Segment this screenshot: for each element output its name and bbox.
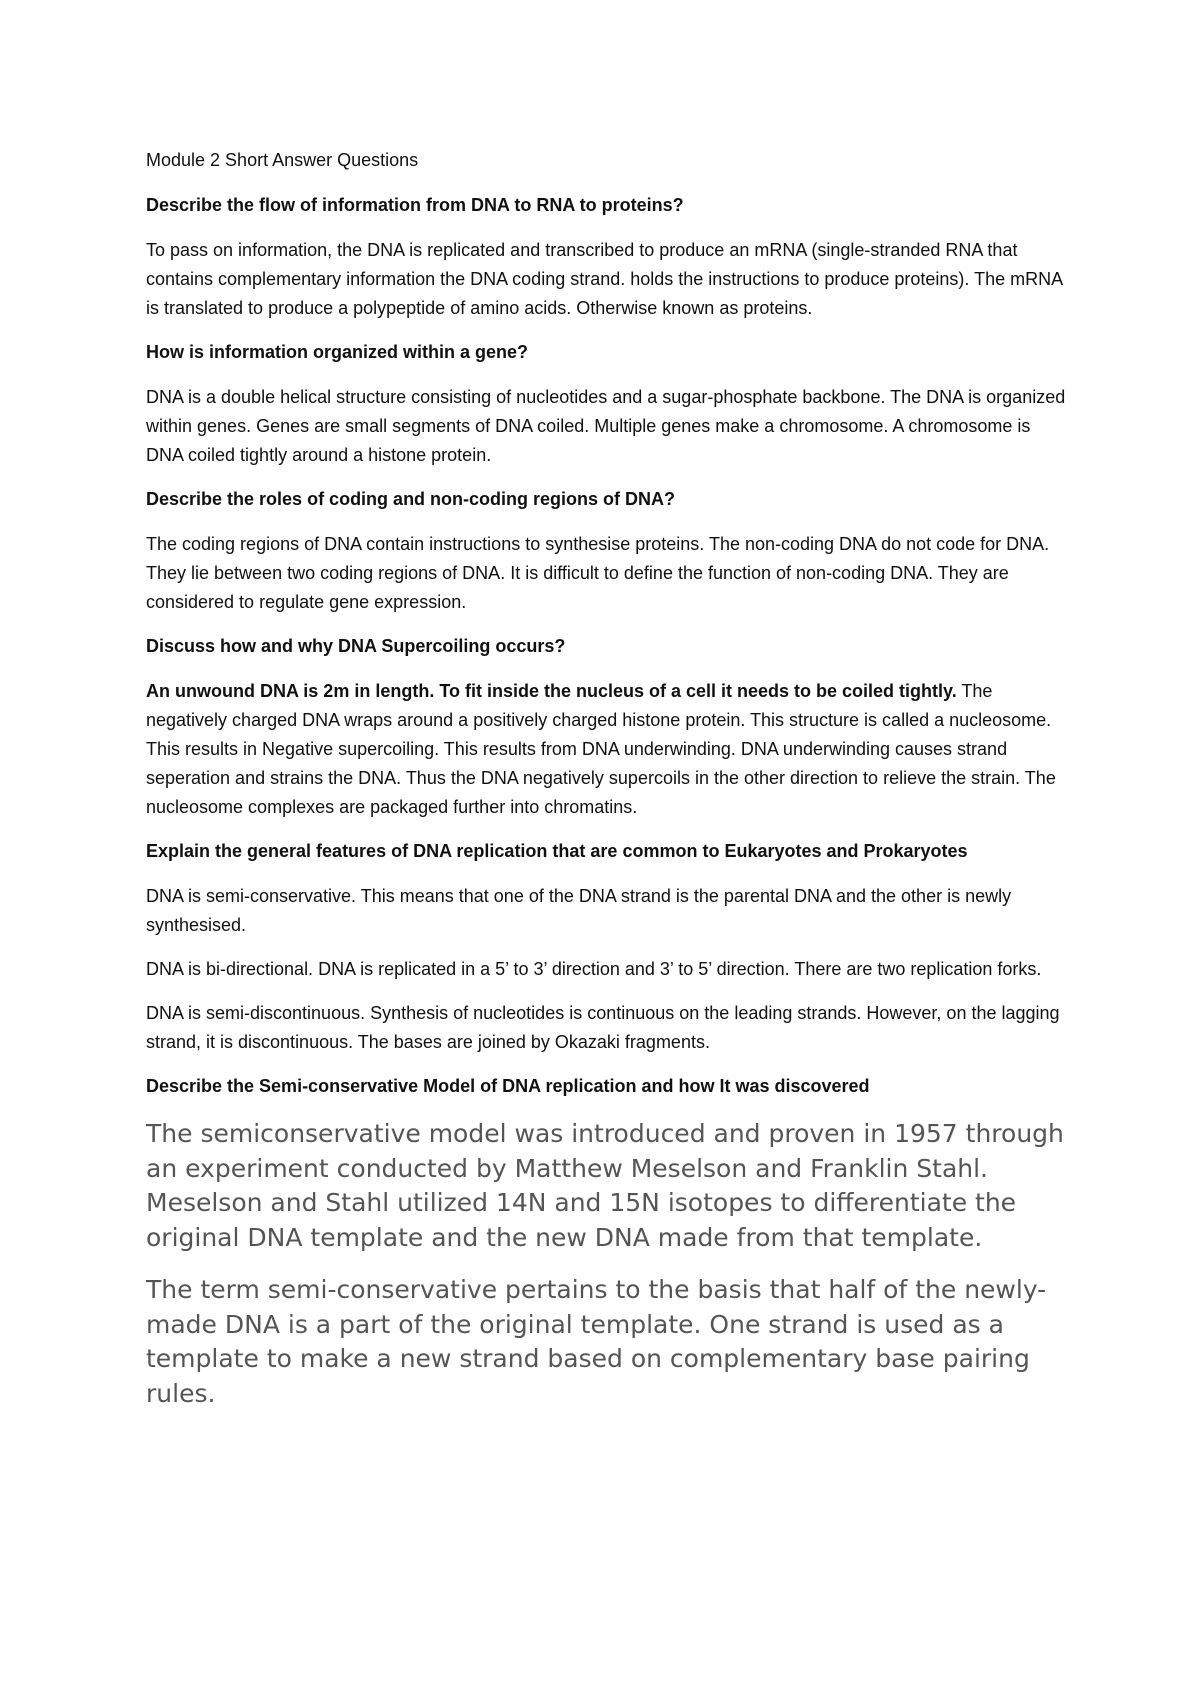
answer-paragraph: DNA is bi-directional. DNA is replicated in a 5’ to 3’ direction and 3’ to 5’ direction. There are two replication forks.: [146, 959, 1042, 979]
answer-paragraph: DNA is a double helical structure consisting of nucleotides and a sugar-phosphate backbone. The DNA is organized within genes. Genes are small segments of DNA coiled. Multiple genes make a chromosome. A chromosome is DNA coiled tightly around a histone protein.: [146, 387, 1066, 465]
document-title: Module 2 Short Answer Questions: [146, 150, 419, 170]
answer-paragraph: [146, 677, 1066, 822]
answer-paragraph: DNA is semi-conservative. This means that one of the DNA strand is the parental DNA and the other is newly synthesised.: [146, 886, 1012, 935]
question-heading: Describe the flow of information from DNA to RNA to proteins?: [146, 195, 684, 215]
answer-bold-lead: An unwound DNA is 2m in length. To fit inside the nucleus of a cell it needs to be coiled tightly.: [146, 681, 957, 701]
question-heading: Describe the Semi-conservative Model of DNA replication and how It was discovered: [146, 1076, 870, 1096]
question-heading: Describe the roles of coding and non-coding regions of DNA?: [146, 489, 676, 509]
large-answer-paragraph: The semiconservative model was introduced and proven in 1957 through an experiment conducted by Matthew Meselson and Franklin Stahl. Meselson and Stahl utilized 14N and 15N isotopes to differentiate the original DNA template and the new DNA made from that template.: [146, 1119, 1064, 1252]
large-answer-paragraph: The term semi-conservative pertains to the basis that half of the newly-made DNA is a part of the original template. One strand is used as a template to make a new strand based on complementary base pairing rules.: [146, 1275, 1047, 1408]
answer-text: The negatively charged DNA wraps around a positively charged histone protein. This structure is called a nucleosome. This results in Negative supercoiling. This results from DNA underwinding. DNA underwinding causes strand seperation and strains the DNA. Thus the DNA negatively supercoils in the other direction to relieve the strain. The nucleosome complexes are packaged further into chromatins.: [146, 681, 1056, 817]
answer-paragraph: The coding regions of DNA contain instructions to synthesise proteins. The non-coding DNA do not code for DNA. They lie between two coding regions of DNA. It is difficult to define the function of non-coding DNA. They are considered to regulate gene expression.: [146, 534, 1050, 612]
question-heading: Explain the general features of DNA replication that are common to Eukaryotes and Prokaryotes: [146, 841, 968, 861]
question-heading: How is information organized within a gene?: [146, 342, 529, 362]
answer-paragraph: DNA is semi-discontinuous. Synthesis of nucleotides is continuous on the leading strands. However, on the lagging strand, it is discontinuous. The bases are joined by Okazaki fragments.: [146, 1003, 1060, 1052]
answer-paragraph: To pass on information, the DNA is replicated and transcribed to produce an mRNA (single-stranded RNA that contains complementary information the DNA coding strand. holds the instructions to produce proteins). The mRNA is translated to produce a polypeptide of amino acids. Otherwise known as proteins.: [146, 240, 1063, 318]
question-heading: Discuss how and why DNA Supercoiling occurs?: [146, 636, 566, 656]
document-body: [146, 146, 1066, 1429]
